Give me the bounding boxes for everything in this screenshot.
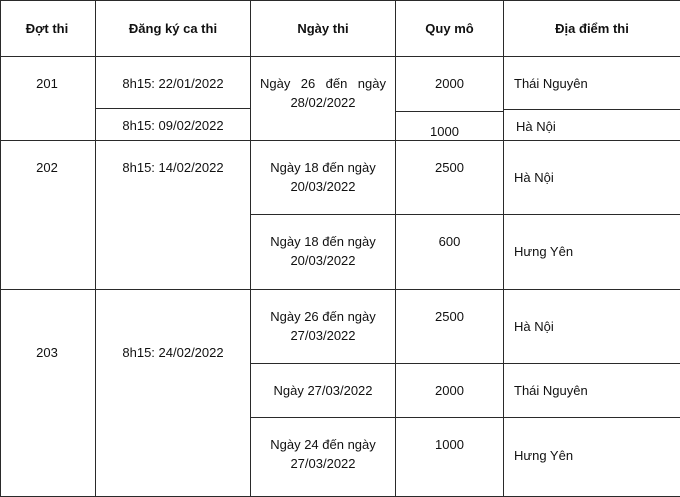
row-202-sub1-ngay [251,141,396,215]
row-203-sub3-quy-mo [396,418,504,497]
row-203-sub1-quy-mo-value: 2500 [435,309,464,324]
row-203-sub2-dia-diem [504,364,680,418]
row-203-sub3-quy-mo-value: 1000 [435,437,464,452]
header-quy-mo-label: Quy mô [425,21,474,36]
row-202-sub2-ngay [251,215,396,290]
row-202-sub1-ngay-line2: 20/03/2022 [290,179,356,194]
row-201-quy-mo-1 [396,57,504,112]
header-dot-thi-label: Đợt thi [25,21,69,36]
row-203-sub1-dia-diem [504,290,680,364]
row-202-sub1-dia-diem [504,141,680,215]
row-202-dang-ky-value: 8h15: 14/02/2022 [122,160,224,175]
row-202-sub2-quy-mo [396,215,504,290]
row-203-sub3-ngay [251,418,396,497]
row-202-dot [0,141,96,290]
row-203-dot [0,290,96,497]
row-202-sub1-quy-mo [396,141,504,215]
row-203-sub2-quy-mo [396,364,504,418]
row-203-sub3-dia-diem [504,418,680,497]
header-dia-diem-label: Địa điểm thi [555,21,629,36]
row-202-sub1-ngay-line1: Ngày 18 đến ngày [270,160,376,175]
row-202-sub2-dia-diem-value: Hưng Yên [514,244,574,259]
row-203-dang-ky [96,290,251,497]
row-202-sub2-ngay-line2: 20/03/2022 [290,253,356,268]
row-201-dang-ky-1 [96,57,251,109]
header-dot-thi [0,0,96,57]
row-201-quy-mo-2-value: 1000 [430,124,459,139]
row-203-sub1-ngay-line1: Ngày 26 đến ngày [270,309,376,324]
row-202-dang-ky [96,141,251,290]
row-201-dot-value: 201 [36,76,58,91]
row-203-sub2-ngay [251,364,396,418]
row-201-dia-diem-1 [504,57,680,110]
row-201-dia-diem-2-value: Hà Nội [516,119,556,134]
row-203-sub1-quy-mo [396,290,504,364]
row-202-sub1-quy-mo-value: 2500 [435,160,464,175]
row-201-quy-mo-1-value: 2000 [435,76,464,91]
row-203-sub1-ngay [251,290,396,364]
row-203-sub2-ngay-value: Ngày 27/03/2022 [273,383,373,398]
row-201-dia-diem-1-value: Thái Nguyên [514,76,588,91]
row-203-sub2-dia-diem-value: Thái Nguyên [514,383,588,398]
row-201-ngay-line1: Ngày 26 đến ngày [260,76,386,91]
row-201-quy-mo-2 [396,112,504,141]
header-dang-ky-label: Đăng ký ca thi [128,21,218,36]
row-202-sub2-dia-diem [504,215,680,290]
row-203-sub3-dia-diem-value: Hưng Yên [514,448,574,463]
row-202-sub1-dia-diem-value: Hà Nội [514,170,554,185]
row-201-dot [0,57,96,141]
row-202-sub2-ngay-line1: Ngày 18 đến ngày [270,234,376,249]
row-202-dot-value: 202 [36,160,58,175]
header-dia-diem [504,0,680,57]
row-201-dia-diem-2 [504,110,680,141]
row-203-dang-ky-value: 8h15: 24/02/2022 [122,345,224,360]
header-ngay-thi-label: Ngày thi [297,21,349,36]
row-203-sub1-ngay-line2: 27/03/2022 [290,328,356,343]
row-201-dang-ky-2-value: 8h15: 09/02/2022 [122,118,224,133]
row-201-ngay-line2: 28/02/2022 [290,95,356,110]
header-ngay-thi [251,0,396,57]
row-201-dang-ky-2 [96,109,251,141]
row-203-sub3-ngay-line2: 27/03/2022 [290,456,356,471]
header-dang-ky [96,0,251,57]
row-203-sub1-dia-diem-value: Hà Nội [514,319,554,334]
row-201-dang-ky-1-value: 8h15: 22/01/2022 [122,76,224,91]
row-203-dot-value: 203 [36,345,58,360]
row-203-sub2-quy-mo-value: 2000 [435,383,464,398]
row-201-ngay [251,57,396,141]
header-quy-mo [396,0,504,57]
row-203-sub3-ngay-line1: Ngày 24 đến ngày [270,437,376,452]
row-202-sub2-quy-mo-value: 600 [438,234,461,249]
